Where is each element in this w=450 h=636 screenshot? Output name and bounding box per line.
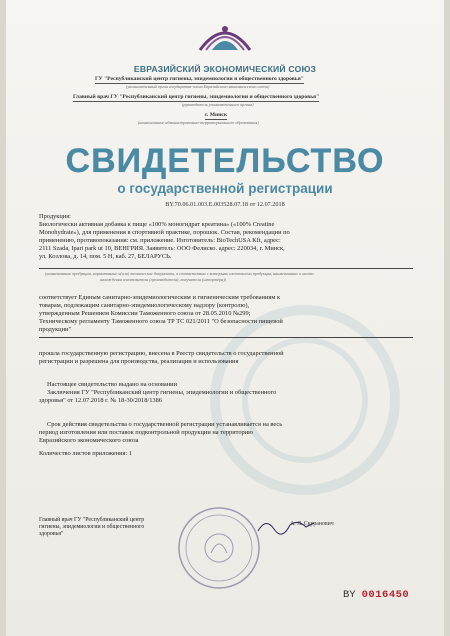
products-label: Продукция: — [39, 213, 71, 220]
union-name: ЕВРАЗИЙСКИЙ ЭКОНОМИЧЕСКИЙ СОЮЗ — [133, 64, 317, 74]
product-caption-line: нахождения изготовителя (производителя), получателя (импортёра)) — [100, 277, 227, 282]
validity-line: период изготовления или поставок подконтрольной продукции на территорию — [39, 428, 253, 436]
signatory-position-line: здоровья" — [39, 531, 64, 537]
basis-line: здоровья" от 12.07.2018 г. № 18-30/2018/1386 — [39, 396, 162, 404]
issuer-caption: (уполномоченный орган государства-члена Евразийского экономического союза) — [126, 84, 270, 89]
registration-line: прошла государственную регистрацию, внесена в Реестр свидетельств о государственной — [39, 350, 284, 357]
product-line: Monohydrate»), для применения в спортивной практике, порошок. Состав, рекомендации по — [39, 228, 290, 236]
document-subtitle: о государственной регистрации — [117, 181, 333, 196]
product-underline — [39, 268, 413, 269]
signatory-position-line: гигиены, эпидемиологии и общественного — [39, 524, 145, 530]
product-caption-line: (наименование продукции, нормативные и(или) технические документы, в соответствии с которыми изготовлена продукция, наименование и место — [45, 271, 314, 276]
compliance-line: Техническому регламенту Таможенного союза ТР ТС 021/2011 "О безопасности пищевой — [39, 317, 283, 325]
compliance-line: утвержденным Решением Комиссии Таможенного союза от 28.05.2010 №299; — [39, 309, 251, 317]
basis-line: Заключения ГУ "Республиканский центр гигиены, эпидемиологии и общественного — [47, 388, 277, 396]
chief-line: Главный врач ГУ "Республиканский центр гигиены, эпидемиологии и общественного здоровья" — [73, 94, 320, 100]
compliance-text — [39, 294, 413, 334]
eaeu-logo-icon — [196, 20, 254, 56]
product-line: 2111 Szada, Ipari park ut 10, ВЕНГРИЯ. Заявитель: ООО Фелиско. адрес: 220034, г. Минск, — [39, 244, 285, 252]
annex-count: Количество листов приложения: 1 — [39, 450, 133, 457]
serial-number — [343, 589, 409, 601]
chief-caption: (руководитель уполномоченного органа) — [182, 102, 254, 107]
compliance-line: продукции" — [39, 325, 72, 333]
product-line: Биологически активная добавка к пище «100% моногидрат креатина» («100% Creatine — [39, 221, 275, 228]
signatory-position-line: Главный врач ГУ "Республиканский центр — [39, 517, 145, 523]
left-edge — [0, 0, 6, 636]
product-line: ул. Козлова, д. 14, пом. 5 Н, каб. 27, БЕЛАРУСЬ. — [39, 252, 172, 260]
validity-text — [39, 421, 413, 445]
document-title: СВИДЕТЕЛЬСТВО — [65, 142, 385, 180]
issuer-line: ГУ "Республиканский центр гигиены, эпидемиологии и общественного здоровья" — [95, 76, 304, 82]
serial-prefix: BY — [343, 589, 356, 601]
registration-text — [39, 350, 413, 366]
product-line: применению, противопоказания: см. приложение. Изготовитель: BioTechUSA Kft, адрес: — [39, 236, 281, 244]
city-caption: (наименование административно-территориального образования) — [138, 120, 259, 125]
signatory-position — [39, 517, 144, 538]
signatory-name: А. Л. Скуранович — [290, 521, 334, 527]
product-description — [39, 221, 413, 261]
compliance-underline — [39, 337, 413, 338]
basis-line: Настоящее свидетельство выдано на основании — [47, 381, 177, 388]
compliance-line: товарам, подлежащим санитарно-эпидемиологическому надзору (контролю), — [39, 301, 250, 309]
validity-line: Срок действия свидетельства о государственной регистрации устанавливается на весь — [47, 421, 283, 428]
official-stamp — [176, 505, 262, 591]
city-line: г. Минск — [205, 112, 228, 118]
validity-line: Евразийского экономического союза — [39, 436, 139, 444]
compliance-line: соответствует Единым санитарно-эпидемиологическим и гигиеническим требованиям к — [39, 294, 281, 301]
right-edge — [444, 0, 450, 636]
registration-line: регистрации и разрешена для производства, реализации и использования — [39, 357, 239, 365]
basis-text — [39, 381, 413, 405]
serial-digits: 0016450 — [361, 589, 410, 601]
registration-number: BY.70.06.01.003.E.003528.07.18 от 12.07.2018 — [165, 201, 285, 208]
